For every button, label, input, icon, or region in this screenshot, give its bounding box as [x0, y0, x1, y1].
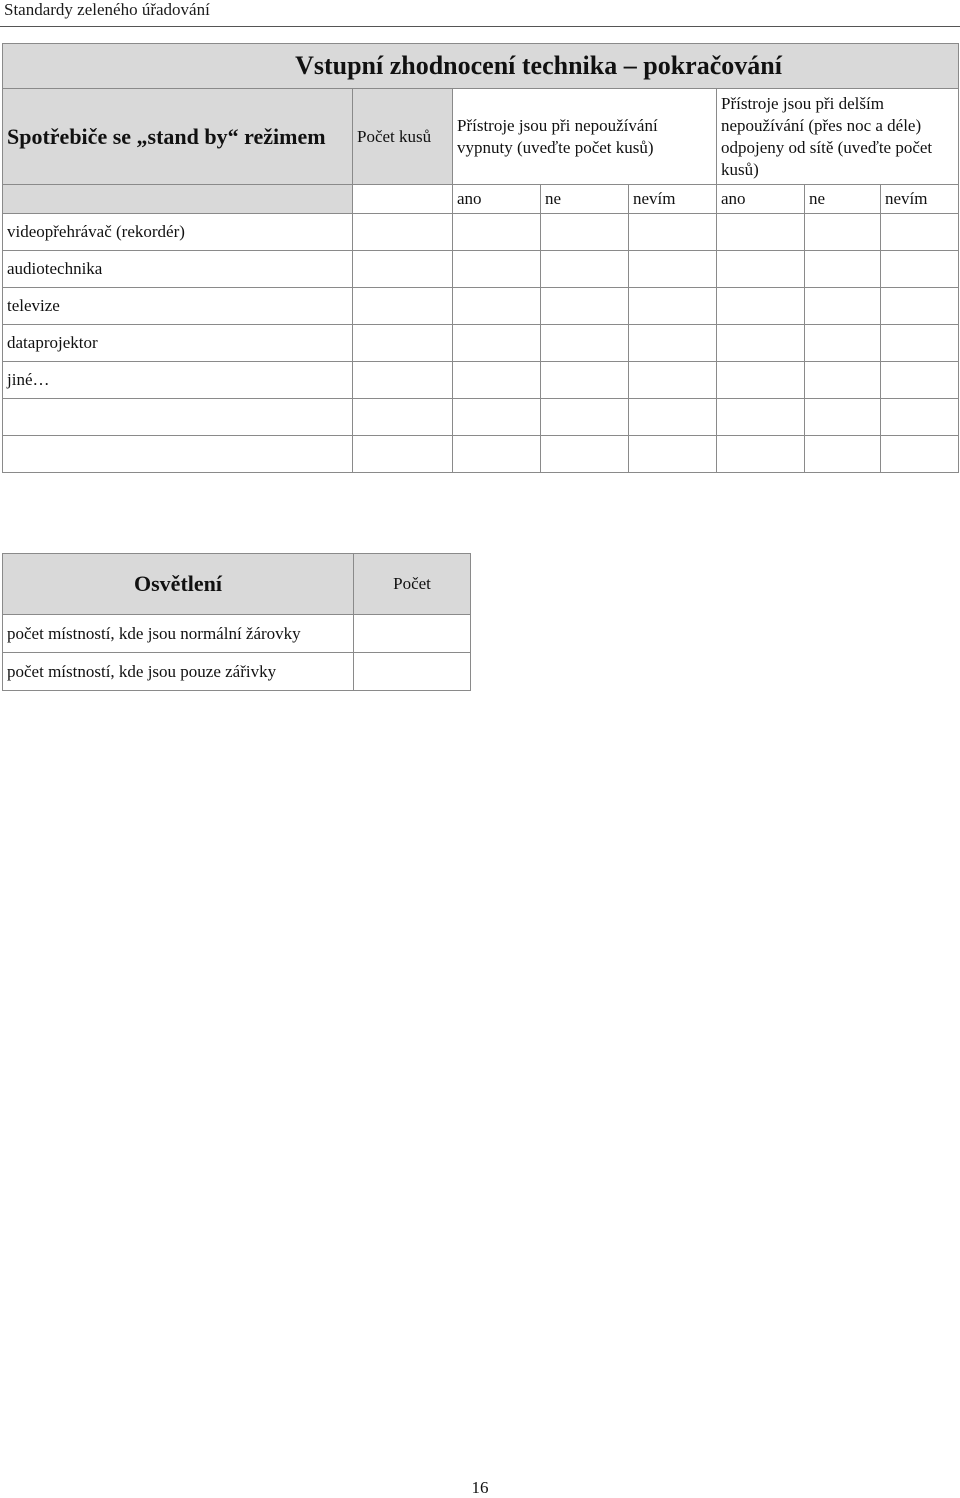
option-cell: nevím	[881, 185, 959, 214]
running-header: Standardy zeleného úřadování	[4, 0, 210, 19]
input-cell[interactable]	[717, 436, 805, 473]
input-cell[interactable]	[881, 399, 959, 436]
input-cell[interactable]	[541, 362, 629, 399]
input-cell[interactable]	[629, 214, 717, 251]
option-cell: ano	[717, 185, 805, 214]
input-cell[interactable]	[353, 362, 453, 399]
table-row	[3, 362, 959, 399]
input-cell[interactable]	[453, 399, 541, 436]
input-cell[interactable]	[353, 251, 453, 288]
input-cell[interactable]	[717, 214, 805, 251]
row-label[interactable]	[3, 436, 353, 473]
input-cell[interactable]	[541, 251, 629, 288]
table-row	[3, 653, 471, 691]
input-cell[interactable]	[805, 214, 881, 251]
option-cell: ne	[805, 185, 881, 214]
count-header: Počet kusů	[353, 89, 453, 185]
standby-section-title: Spotřebiče se „stand by“ režimem	[3, 89, 353, 185]
input-cell[interactable]	[629, 362, 717, 399]
input-cell[interactable]	[541, 399, 629, 436]
table-row	[3, 251, 959, 288]
input-cell[interactable]	[717, 288, 805, 325]
table-row	[3, 325, 959, 362]
input-cell[interactable]	[541, 288, 629, 325]
input-cell[interactable]	[717, 251, 805, 288]
row-label: audiotechnika	[3, 251, 353, 288]
input-cell[interactable]	[805, 399, 881, 436]
input-cell[interactable]	[629, 436, 717, 473]
input-cell[interactable]	[717, 399, 805, 436]
table-row	[3, 615, 471, 653]
table-row	[3, 214, 959, 251]
input-cell[interactable]	[629, 325, 717, 362]
input-cell[interactable]	[717, 362, 805, 399]
options-spacer-label	[3, 185, 353, 214]
input-cell[interactable]	[354, 653, 471, 691]
input-cell[interactable]	[541, 436, 629, 473]
table-row	[3, 436, 959, 473]
appliances-title: Vstupní zhodnocení technika – pokračování	[3, 44, 959, 89]
input-cell[interactable]	[805, 436, 881, 473]
row-label[interactable]	[3, 399, 353, 436]
row-label: videopřehrávač (rekordér)	[3, 214, 353, 251]
input-cell[interactable]	[353, 436, 453, 473]
input-cell[interactable]	[805, 288, 881, 325]
input-cell[interactable]	[354, 615, 471, 653]
options-spacer-count	[353, 185, 453, 214]
input-cell[interactable]	[881, 436, 959, 473]
row-label: počet místností, kde jsou pouze zářivky	[3, 653, 354, 691]
row-label: počet místností, kde jsou normální žárovky	[3, 615, 354, 653]
row-label: dataprojektor	[3, 325, 353, 362]
lighting-table	[2, 553, 471, 691]
input-cell[interactable]	[353, 325, 453, 362]
table-row	[3, 288, 959, 325]
option-cell: ne	[541, 185, 629, 214]
row-label: televize	[3, 288, 353, 325]
table-row	[3, 399, 959, 436]
input-cell[interactable]	[805, 251, 881, 288]
input-cell[interactable]	[453, 436, 541, 473]
input-cell[interactable]	[453, 251, 541, 288]
input-cell[interactable]	[353, 214, 453, 251]
lighting-title: Osvětlení	[3, 554, 354, 615]
input-cell[interactable]	[881, 362, 959, 399]
input-cell[interactable]	[629, 251, 717, 288]
page-number: 16	[471, 1478, 489, 1497]
input-cell[interactable]	[453, 362, 541, 399]
input-cell[interactable]	[541, 214, 629, 251]
switched-off-header: Přístroje jsou při nepoužívání vypnuty (uveďte počet kusů)	[453, 89, 717, 185]
input-cell[interactable]	[629, 288, 717, 325]
lighting-count-header: Počet	[354, 554, 471, 615]
input-cell[interactable]	[353, 288, 453, 325]
option-cell: ano	[453, 185, 541, 214]
input-cell[interactable]	[453, 288, 541, 325]
input-cell[interactable]	[717, 325, 805, 362]
input-cell[interactable]	[881, 214, 959, 251]
input-cell[interactable]	[453, 214, 541, 251]
appliances-table	[2, 43, 959, 473]
input-cell[interactable]	[541, 325, 629, 362]
row-label: jiné…	[3, 362, 353, 399]
input-cell[interactable]	[881, 288, 959, 325]
option-cell: nevím	[629, 185, 717, 214]
input-cell[interactable]	[881, 251, 959, 288]
input-cell[interactable]	[881, 325, 959, 362]
input-cell[interactable]	[805, 325, 881, 362]
unplugged-header: Přístroje jsou při delším nepoužívání (přes noc a déle) odpojeny od sítě (uveďte počet kusů)	[717, 89, 959, 185]
input-cell[interactable]	[453, 325, 541, 362]
input-cell[interactable]	[353, 399, 453, 436]
input-cell[interactable]	[805, 362, 881, 399]
header-rule	[0, 26, 960, 27]
input-cell[interactable]	[629, 399, 717, 436]
